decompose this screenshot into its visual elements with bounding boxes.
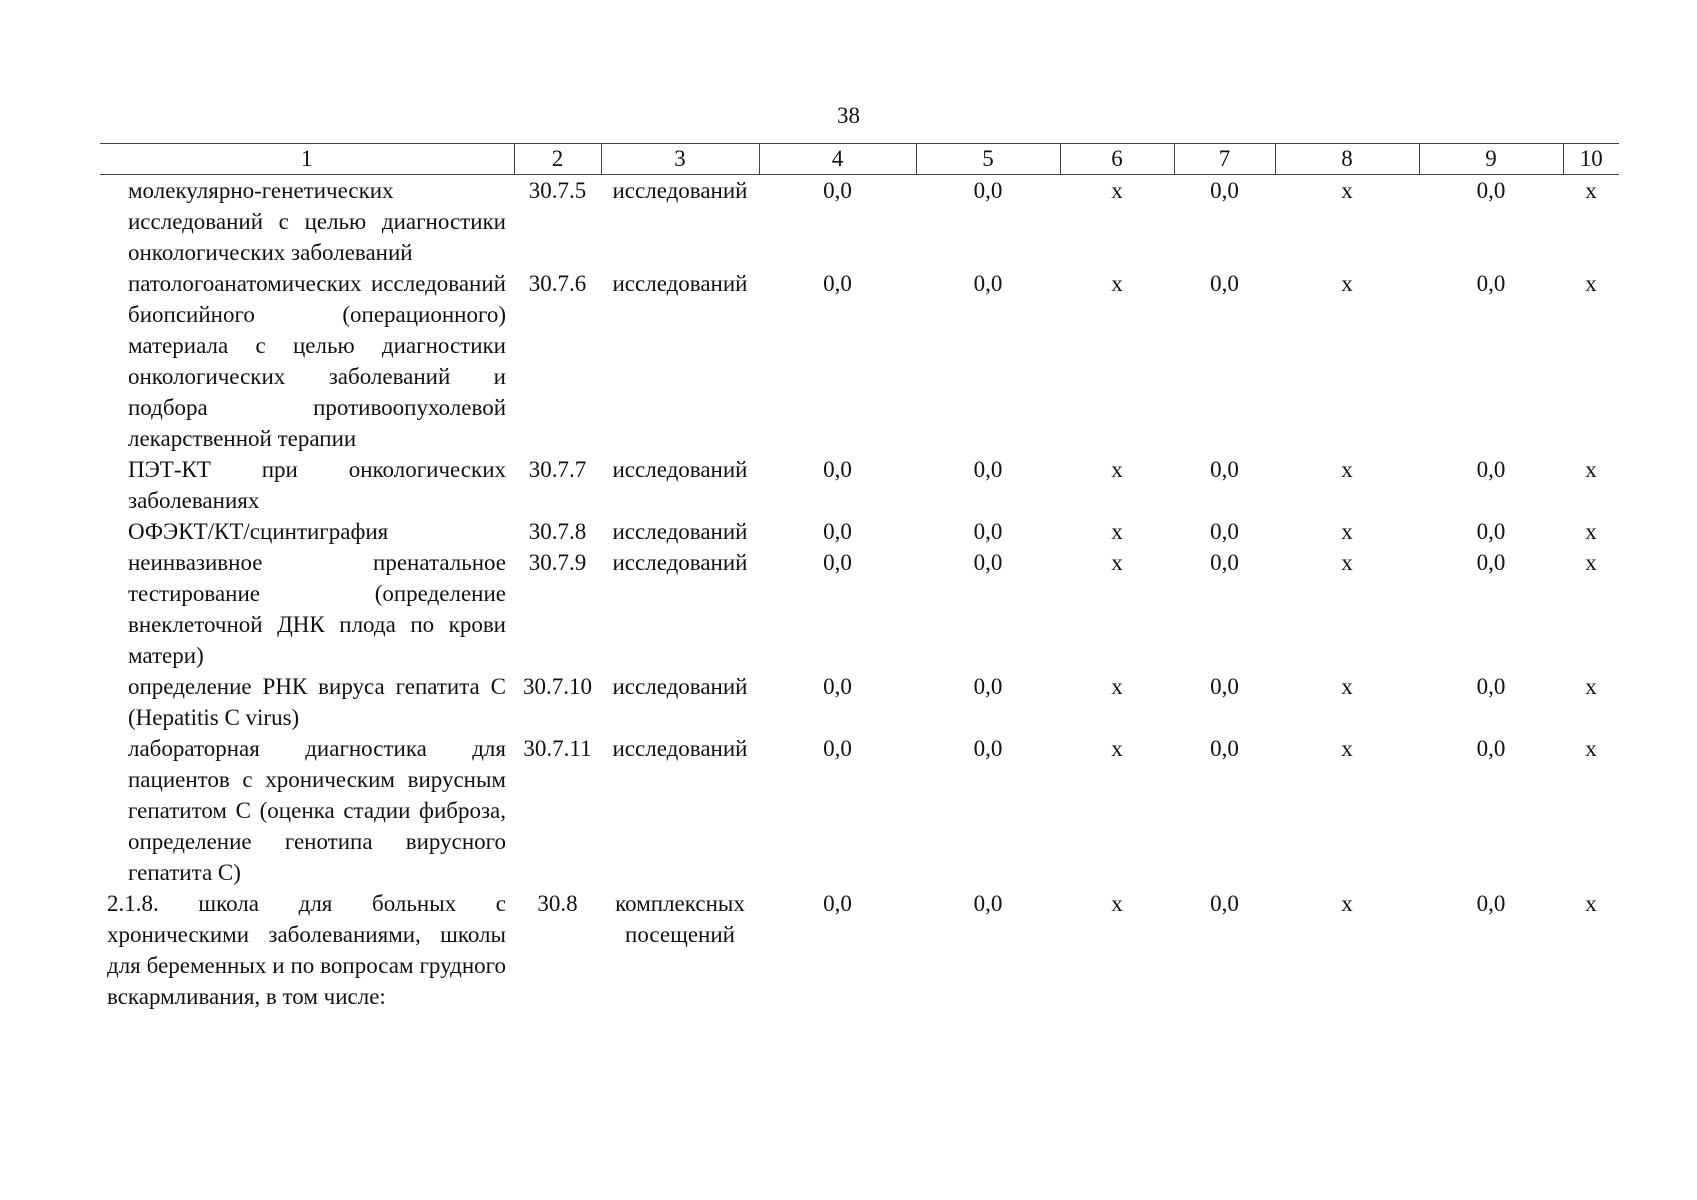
cell-col9: 0,0 bbox=[1476, 550, 1506, 575]
cell-col4: 0,0 bbox=[823, 271, 852, 296]
row-code: 30.7.6 bbox=[528, 271, 587, 296]
cell-col7: 0,0 bbox=[1210, 674, 1239, 699]
cell-col9: 0,0 bbox=[1476, 178, 1506, 203]
row-name: лабораторная диагностика для пациентов с хроническим вирусным гепатитом С (оценка стадии фиброза, определение генотипа вирусного гепатита С) bbox=[128, 736, 506, 885]
table-row bbox=[100, 888, 1619, 1012]
cell-col9: 0,0 bbox=[1476, 271, 1506, 296]
cell-col10: х bbox=[1585, 736, 1597, 761]
column-header: 4 bbox=[759, 144, 916, 175]
cell-col8: х bbox=[1341, 271, 1353, 296]
cell-col5: 0,0 bbox=[973, 736, 1003, 761]
column-header: 7 bbox=[1174, 144, 1275, 175]
cell-col7: 0,0 bbox=[1210, 891, 1239, 916]
row-unit: исследований bbox=[612, 674, 748, 699]
cell-col10: х bbox=[1585, 457, 1597, 482]
row-code: 30.8 bbox=[537, 891, 578, 916]
row-name: определение РНК вируса гепатита С (Hepatitis C virus) bbox=[128, 674, 506, 730]
row-unit: исследований bbox=[612, 178, 748, 203]
row-name: ПЭТ-КТ при онкологических заболеваниях bbox=[128, 457, 506, 513]
cell-col9: 0,0 bbox=[1476, 457, 1506, 482]
row-unit: исследований bbox=[612, 271, 748, 296]
cell-col10: х bbox=[1585, 674, 1597, 699]
row-name: 2.1.8. школа для больных с хроническими заболеваниями, школы для беременных и по вопросам грудного вскармливания, в том числе: bbox=[107, 891, 506, 1009]
row-name: ОФЭКТ/КТ/сцинтиграфия bbox=[128, 519, 389, 544]
cell-col5: 0,0 bbox=[973, 271, 1003, 296]
column-header: 8 bbox=[1275, 144, 1419, 175]
cell-col7: 0,0 bbox=[1210, 178, 1239, 203]
cell-col6: х bbox=[1111, 550, 1123, 575]
row-code: 30.7.8 bbox=[528, 519, 587, 544]
cell-col9: 0,0 bbox=[1476, 519, 1506, 544]
cell-col4: 0,0 bbox=[823, 674, 852, 699]
cell-col6: х bbox=[1111, 891, 1123, 916]
cell-col4: 0,0 bbox=[823, 550, 852, 575]
row-name: молекулярно-генетических исследований с целью диагностики онкологических заболеваний bbox=[128, 178, 506, 265]
cell-col4: 0,0 bbox=[823, 736, 852, 761]
cell-col4: 0,0 bbox=[823, 457, 852, 482]
row-unit: исследований bbox=[612, 736, 748, 761]
cell-col10: х bbox=[1585, 178, 1597, 203]
table-row bbox=[100, 454, 1619, 516]
cell-col10: х bbox=[1585, 550, 1597, 575]
table-row bbox=[100, 175, 1619, 269]
cell-col9: 0,0 bbox=[1476, 674, 1506, 699]
row-unit: исследований bbox=[612, 550, 748, 575]
cell-col8: х bbox=[1341, 178, 1353, 203]
cell-col5: 0,0 bbox=[973, 550, 1003, 575]
table-row bbox=[100, 516, 1619, 547]
cell-col6: х bbox=[1111, 736, 1123, 761]
row-unit: исследований bbox=[612, 457, 748, 482]
table-row bbox=[100, 268, 1619, 454]
table-row bbox=[100, 547, 1619, 671]
cell-col7: 0,0 bbox=[1210, 271, 1239, 296]
column-header: 10 bbox=[1563, 144, 1619, 175]
cell-col8: х bbox=[1341, 736, 1353, 761]
row-name: неинвазивное пренатальное тестирование (определение внеклеточной ДНК плода по крови матери) bbox=[128, 550, 506, 668]
cell-col8: х bbox=[1341, 519, 1353, 544]
cell-col7: 0,0 bbox=[1210, 550, 1239, 575]
header-row bbox=[100, 144, 1619, 175]
cell-col5: 0,0 bbox=[973, 519, 1003, 544]
row-code: 30.7.5 bbox=[528, 178, 587, 203]
cell-col10: х bbox=[1585, 271, 1597, 296]
cell-col9: 0,0 bbox=[1476, 736, 1506, 761]
cell-col6: х bbox=[1111, 271, 1123, 296]
row-name: патологоанатомических исследований биопсийного (операционного) материала с целью диагностики онкологических заболеваний и подбора противоопухолевой лекарственной терапии bbox=[128, 271, 506, 451]
cell-col4: 0,0 bbox=[823, 178, 852, 203]
cell-col4: 0,0 bbox=[823, 891, 852, 916]
row-code: 30.7.7 bbox=[528, 457, 587, 482]
table-row bbox=[100, 733, 1619, 888]
cell-col8: х bbox=[1341, 457, 1353, 482]
cell-col6: х bbox=[1111, 674, 1123, 699]
cell-col6: х bbox=[1111, 457, 1123, 482]
cell-col8: х bbox=[1341, 674, 1353, 699]
column-header: 3 bbox=[601, 144, 759, 175]
cell-col5: 0,0 bbox=[973, 891, 1003, 916]
data-table bbox=[100, 143, 1619, 1012]
cell-col5: 0,0 bbox=[973, 674, 1003, 699]
column-header: 1 bbox=[100, 144, 514, 175]
column-header: 6 bbox=[1060, 144, 1174, 175]
table-row bbox=[100, 671, 1619, 733]
cell-col10: х bbox=[1585, 519, 1597, 544]
cell-col8: х bbox=[1341, 891, 1353, 916]
cell-col9: 0,0 bbox=[1476, 891, 1506, 916]
cell-col6: х bbox=[1111, 178, 1123, 203]
column-header: 5 bbox=[916, 144, 1060, 175]
cell-col8: х bbox=[1341, 550, 1353, 575]
column-header: 9 bbox=[1419, 144, 1563, 175]
cell-col5: 0,0 bbox=[973, 178, 1003, 203]
row-code: 30.7.11 bbox=[523, 736, 592, 761]
row-unit: комплексных посещений bbox=[615, 891, 745, 947]
cell-col7: 0,0 bbox=[1210, 519, 1239, 544]
cell-col6: х bbox=[1111, 519, 1123, 544]
cell-col7: 0,0 bbox=[1210, 457, 1239, 482]
row-code: 30.7.9 bbox=[528, 550, 587, 575]
row-code: 30.7.10 bbox=[523, 674, 592, 699]
cell-col7: 0,0 bbox=[1210, 736, 1239, 761]
page-number: 38 bbox=[837, 103, 860, 128]
cell-col10: х bbox=[1585, 891, 1597, 916]
column-header: 2 bbox=[514, 144, 601, 175]
cell-col5: 0,0 bbox=[973, 457, 1003, 482]
cell-col4: 0,0 bbox=[823, 519, 852, 544]
row-unit: исследований bbox=[612, 519, 748, 544]
